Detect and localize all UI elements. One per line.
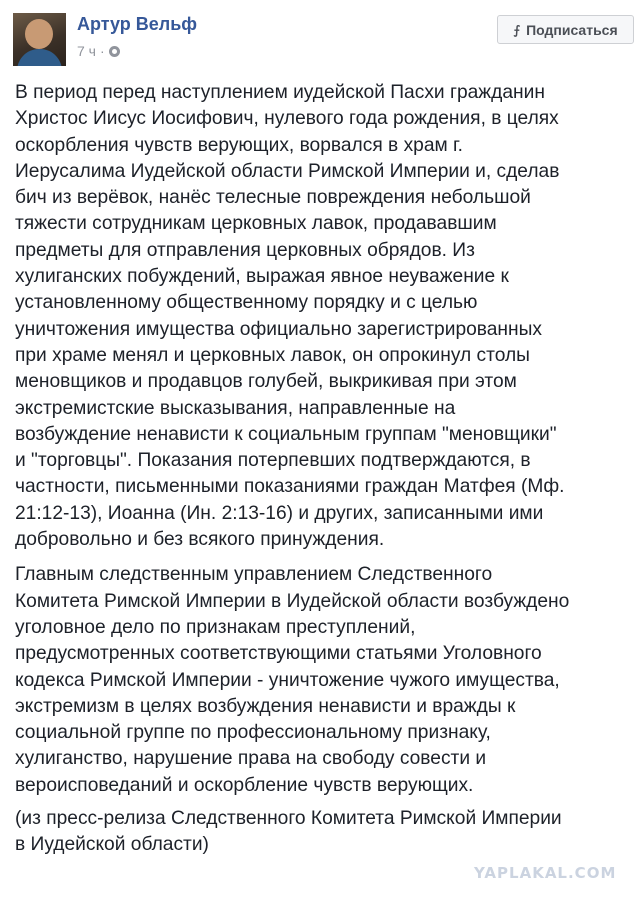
post-paragraph-1: В период перед наступлением иудейской Пасхи гражданин Христос Иисус Иосифович, нулевого года рождения, в целях оскорбления чувств верующих, ворвался в храм г. Иерусалима Иудейской области Римской Империи и, сделав бич из верёвок, нанёс телесные повреждения небольшой тяжести сотрудникам церковных лавок, продававшим предметы для отправления церковных обрядов. Из хулиганских побуждений, выражая явное неуважение к установленному общественному порядку и с целью уничтожения имущества официально зарегистрированных при храме менял и церковных лавок, он опрокинул столы меновщиков и продавцов голубей, выкрикивая при этом экстремистские высказывания, направленные на возбуждение ненависти к социальным группам "меновщики" и "торговцы". Показания потерпевших подтверждаются, в частности, письменными показаниями граждан Матфея (Мф. 21:12-13), Иоанна (Ин. 2:13-16) и других, записанными ими добровольно и без всякого принуждения.	[15, 82, 565, 551]
post-timestamp[interactable]: 7 ч	[77, 43, 96, 59]
post-paragraph-2: Главным следственным управлением Следственного Комитета Римской Империи в Иудейской области возбуждено уголовное дело по признакам преступлений, предусмотренных соответствующими статьями Уголовного кодекса Римской Империи - уничтожение чужого имущества, экстремизм в целях возбуждения ненависти и вражды к социальной группе по профессиональному признаку, хулиганство, нарушение права на свободу совести и вероисповеданий и оскорбление чувств верующих.	[15, 564, 570, 796]
subscribe-button-label: Подписаться	[526, 21, 618, 38]
post-body	[15, 80, 635, 859]
subscribe-button[interactable]	[497, 15, 634, 44]
post-header	[0, 0, 640, 70]
watermark-logo: YAPLAKAL.COM	[474, 864, 617, 882]
avatar-shirt	[17, 49, 62, 66]
globe-icon[interactable]	[109, 46, 120, 57]
meta-separator: ·	[99, 43, 105, 59]
author-name-link[interactable]: Артур Вельф	[77, 14, 198, 34]
rss-icon: ⨍	[513, 22, 521, 37]
post-paragraph-3: (из пресс-релиза Следственного Комитета Римской Империи в Иудейской области)	[15, 808, 562, 856]
avatar-face	[25, 19, 53, 49]
author-avatar[interactable]	[13, 13, 66, 66]
post-meta	[77, 43, 120, 59]
